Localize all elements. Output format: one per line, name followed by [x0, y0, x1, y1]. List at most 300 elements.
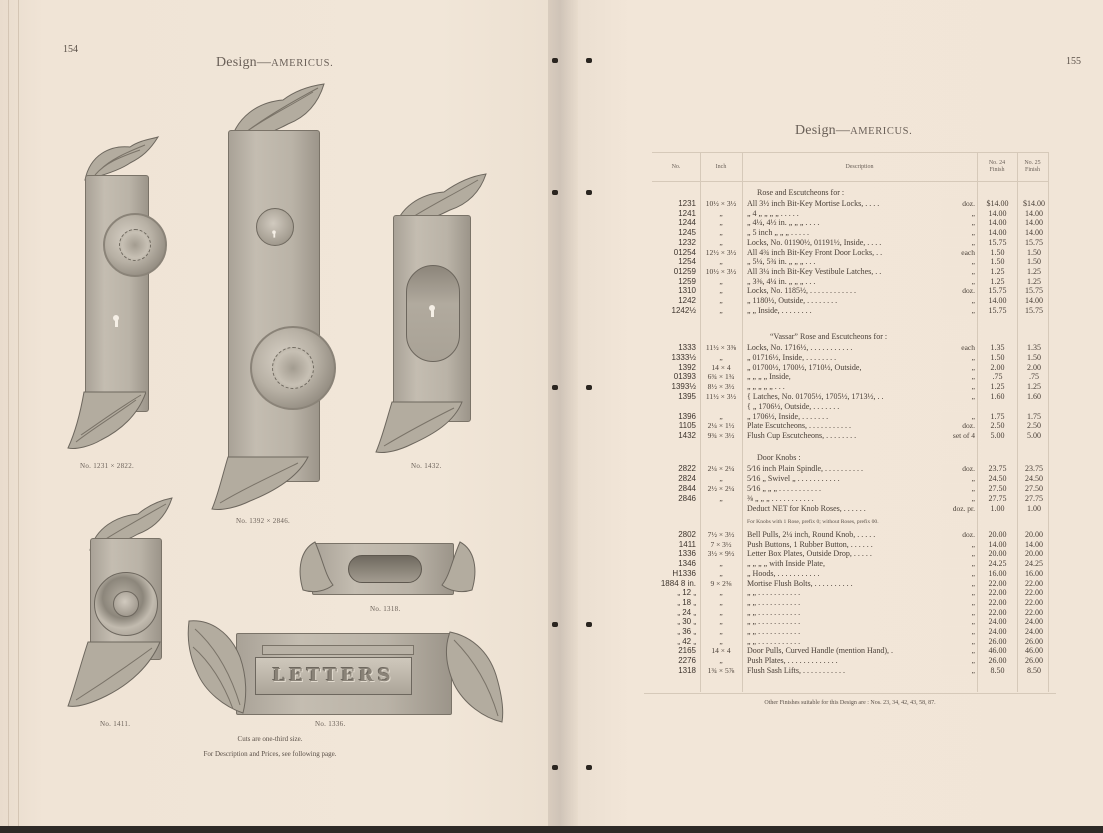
cell-p24: 1.75	[990, 411, 1005, 421]
escutcheon-plate	[85, 175, 149, 412]
page-title-right	[795, 123, 912, 139]
cell-unit: „	[942, 306, 975, 315]
cell-desc: { Latches, No. 01705½, 1705½, 1713½, . .	[747, 392, 884, 401]
header-finish-24	[977, 153, 1017, 181]
header-inch: Inch	[715, 163, 727, 170]
cell-p25: 20.00	[1025, 530, 1043, 539]
table-row	[652, 209, 1048, 218]
caption-1411: No. 1411.	[100, 720, 131, 728]
cell-no: 2822	[678, 464, 696, 473]
cell-p24: 22.00	[988, 597, 1007, 607]
cell-p25: 8.50	[1027, 665, 1041, 675]
keyhole-icon	[113, 315, 119, 327]
cell-p25: 23.75	[1025, 464, 1043, 473]
cell-no: 1244	[678, 218, 696, 228]
page-edge-line	[18, 0, 19, 826]
cell-desc: „ 4 „ „ „ „ . . . . .	[747, 208, 799, 218]
cell-p24: 14.00	[988, 208, 1007, 218]
cell-desc: Flush Cup Escutcheons, . . . . . . . .	[747, 431, 857, 441]
cell-p24: 1.50	[990, 352, 1005, 362]
cell-unit: „	[942, 412, 975, 421]
cell-inch: „	[719, 559, 723, 569]
cell-unit: „	[942, 267, 975, 276]
cell-no: 1392	[678, 362, 696, 372]
cell-desc: „ „ . . . . . . . . . . .	[747, 627, 801, 636]
cell-p24: 1.50	[990, 257, 1005, 267]
table-row	[652, 267, 1048, 276]
cell-inch: 11½ × 3⅜	[705, 343, 737, 352]
cell-inch: 14 × 4	[711, 646, 731, 656]
cell-desc: Push Buttons, 1 Rubber Button, . . . . . .	[747, 539, 873, 549]
cell-p25: 22.00	[1025, 588, 1043, 598]
table-row	[652, 637, 1048, 646]
cell-p25: 26.00	[1025, 636, 1043, 646]
cell-unit: „	[942, 549, 975, 558]
section-heading: Rose and Escutcheons for :	[757, 188, 845, 197]
cell-desc: Push Plates, . . . . . . . . . . . . .	[747, 656, 838, 666]
acanthus-scroll-icon	[295, 540, 335, 596]
cell-desc: „ Hoods, . . . . . . . . . . .	[747, 568, 820, 578]
cell-inch: „	[719, 656, 723, 666]
cell-desc: 5⁄16 „ Swivel „ . . . . . . . . . . .	[747, 474, 840, 483]
acanthus-scroll-icon	[66, 390, 146, 452]
table-row	[652, 402, 1048, 411]
cell-unit: „	[942, 257, 975, 266]
cell-desc: „ „ „ „ Inside,	[747, 372, 791, 382]
cell-p25: 1.60	[1027, 392, 1041, 401]
cell-p25: 1.35	[1027, 343, 1041, 352]
caption-1392: No. 1392 × 2846.	[236, 517, 291, 525]
cell-no: 01254	[673, 247, 696, 257]
table-row	[652, 598, 1048, 607]
cell-inch: „	[719, 305, 723, 315]
cell-p24: 1.25	[990, 382, 1005, 392]
cell-unit: doz.	[942, 421, 975, 430]
page-title-left	[216, 55, 333, 71]
title-name: AMERICUS.	[850, 126, 913, 137]
cell-inch: 2½ × 2¼	[707, 484, 735, 493]
section-heading: “Vassar” Rose and Escutcheons for :	[770, 332, 888, 341]
cell-no: „ 18 „	[677, 597, 696, 607]
cell-p25: 15.75	[1025, 305, 1043, 315]
cell-no: „ 36 „	[677, 627, 696, 636]
caption-1318: No. 1318.	[370, 605, 401, 613]
cell-p25: 24.00	[1025, 617, 1043, 627]
table-row	[652, 412, 1048, 421]
cell-p24: 1.00	[990, 504, 1005, 513]
cell-desc: Locks, No. 1716½, . . . . . . . . . . .	[747, 343, 853, 352]
cell-inch: „	[719, 218, 723, 228]
cell-p24: 24.00	[988, 617, 1007, 627]
push-button-rosette	[94, 572, 158, 636]
cell-inch: 8½ × 3½	[707, 382, 735, 392]
cell-unit: „	[942, 218, 975, 227]
cell-unit: „	[942, 569, 975, 578]
cell-unit: doz.	[942, 464, 975, 473]
acanthus-scroll-icon	[440, 540, 480, 596]
door-knob	[250, 326, 336, 410]
cell-no: 1242	[678, 296, 696, 305]
cell-inch: 7½ × 3½	[707, 530, 735, 539]
cell-no: 1884 8 in.	[660, 578, 696, 588]
cell-no: 1393½	[671, 382, 696, 392]
letters-flap: LETTERS	[255, 657, 412, 695]
cell-unit: doz.	[942, 530, 975, 539]
cell-inch: 9¾ × 3½	[707, 431, 735, 441]
cell-inch: „	[719, 636, 723, 646]
cell-desc: Door Pulls, Curved Handle (mention Hand), .	[747, 646, 893, 656]
cell-p24: 27.75	[988, 494, 1007, 503]
page-number-left: 154	[63, 44, 78, 55]
letter-slot-lip	[262, 645, 414, 655]
title-prefix: Design—	[795, 123, 851, 138]
cell-inch: „	[719, 237, 723, 247]
table-row	[652, 579, 1048, 588]
cell-desc: Letter Box Plates, Outside Drop, . . . . .	[747, 549, 872, 559]
table-row	[652, 549, 1048, 558]
cell-desc: „ 5 inch „ „ „ . . . . .	[747, 228, 809, 238]
cell-p25: 26.00	[1025, 656, 1043, 666]
cell-p25: .75	[1029, 372, 1039, 382]
cell-no: H1336	[672, 568, 696, 578]
cell-p24: 46.00	[988, 646, 1007, 656]
acanthus-scroll-icon	[210, 455, 310, 513]
cell-p25: 27.50	[1025, 484, 1043, 493]
cell-p25: 46.00	[1025, 646, 1043, 656]
cell-desc: „ „ . . . . . . . . . . .	[747, 636, 801, 646]
cell-unit: each	[942, 248, 975, 257]
binding-thread-mark	[552, 765, 558, 770]
cell-inch: „	[719, 627, 723, 636]
caption-1336: No. 1336.	[315, 720, 346, 728]
cell-inch: „	[719, 296, 723, 305]
cell-desc: Flush Sash Lifts, . . . . . . . . . . .	[747, 665, 846, 675]
title-prefix: Design—	[216, 55, 272, 70]
cell-unit: „	[942, 637, 975, 646]
cell-p25: 14.00	[1025, 218, 1043, 228]
table-row	[652, 392, 1048, 401]
cell-p24: 20.00	[988, 530, 1007, 539]
cell-desc: { „ 1706½, Outside, . . . . . . .	[747, 401, 840, 411]
cell-no: „ 30 „	[677, 617, 696, 627]
cell-no: 1395	[678, 392, 696, 401]
cell-desc: „ 1180½, Outside, . . . . . . . .	[747, 296, 838, 305]
cell-unit: „	[942, 238, 975, 247]
cell-p24: 1.25	[990, 266, 1005, 276]
cell-unit: „	[942, 372, 975, 381]
cell-inch: „	[719, 474, 723, 483]
cell-desc: „ „ „ „ „ . . .	[747, 382, 785, 392]
cell-unit: „	[942, 494, 975, 503]
cell-inch: 3½ × 9½	[707, 549, 735, 559]
cell-no: 2846	[678, 494, 696, 503]
table-row	[652, 199, 1048, 208]
binding-thread-mark	[552, 622, 558, 627]
cell-inch: „	[719, 208, 723, 218]
knob-prefix-note: For Knobs with 1 Rose, prefix 0; without Roses, prefix 00.	[747, 519, 879, 525]
cell-unit: „	[942, 474, 975, 483]
cell-inch: 2¼ × 2¼	[707, 464, 735, 473]
cell-p24: 14.00	[988, 218, 1007, 228]
cell-p24: 22.00	[988, 607, 1007, 617]
cell-p24: 2.00	[990, 362, 1005, 372]
cell-no: 1231	[678, 199, 696, 208]
cell-no: 01393	[673, 372, 696, 382]
cell-no: 01259	[673, 266, 696, 276]
cell-p25: 1.25	[1027, 382, 1041, 392]
table-row	[652, 530, 1048, 539]
cell-desc: „ 01716½, Inside, . . . . . . . .	[747, 352, 837, 362]
table-row	[652, 286, 1048, 295]
cell-unit: „	[942, 392, 975, 401]
lock-cylinder	[256, 208, 294, 246]
cell-inch: 6¾ × 1¾	[707, 372, 735, 382]
cell-desc: „ „ „ „ with Inside Plate,	[747, 559, 825, 569]
table-row	[652, 569, 1048, 578]
table-row	[652, 474, 1048, 483]
cell-p24: 1.60	[990, 392, 1005, 401]
table-row	[652, 484, 1048, 493]
cell-unit: „	[942, 579, 975, 588]
acanthus-scroll-icon	[374, 400, 464, 456]
cell-inch: „	[719, 597, 723, 607]
cell-desc: All 4¾ inch Bit-Key Front Door Locks, . .	[747, 247, 883, 257]
cell-p25: 14.00	[1025, 539, 1043, 549]
cell-p24: 16.00	[988, 568, 1007, 578]
cell-p25: 1.25	[1027, 276, 1041, 286]
cell-no: 1310	[678, 286, 696, 296]
cell-p25: 24.25	[1025, 559, 1043, 569]
cell-inch: 7 × 3½	[710, 539, 732, 549]
cell-p24: 8.50	[990, 665, 1005, 675]
table-row	[652, 540, 1048, 549]
table-row	[652, 646, 1048, 655]
keyhole-icon	[429, 305, 435, 317]
cell-p24: 2.50	[990, 421, 1005, 431]
cell-no: 1259	[678, 276, 696, 286]
title-name: AMERICUS.	[271, 58, 334, 69]
cell-p24: 26.00	[988, 656, 1007, 666]
cell-p25: 1.50	[1027, 352, 1041, 362]
binding-thread-mark	[586, 58, 592, 63]
cell-p25: 14.00	[1025, 208, 1043, 218]
cell-p25: 27.75	[1025, 494, 1043, 503]
cell-inch: „	[719, 494, 723, 503]
cell-unit: set of 4	[942, 431, 975, 440]
cell-unit: „	[942, 608, 975, 617]
cell-inch: 10½ × 3½	[705, 266, 737, 276]
cell-p25: 1.50	[1027, 257, 1041, 267]
cell-no: 1432	[678, 431, 696, 441]
cell-inch: 10½ × 3½	[705, 199, 737, 208]
table-row	[652, 353, 1048, 362]
cell-p24: 26.00	[988, 636, 1007, 646]
cell-unit: „	[942, 484, 975, 493]
cell-inch: 12½ × 3½	[705, 247, 737, 257]
cell-inch: „	[719, 257, 723, 267]
cell-p24: 22.00	[988, 578, 1007, 588]
cell-inch: „	[719, 607, 723, 617]
binding-thread-mark	[586, 622, 592, 627]
cell-p24: 27.50	[988, 484, 1007, 493]
cell-unit: each	[942, 343, 975, 352]
cell-p25: 20.00	[1025, 549, 1043, 559]
table-row	[652, 382, 1048, 391]
cell-p24: 23.75	[988, 464, 1007, 473]
cell-inch: 1¾ × 5⅞	[707, 665, 735, 675]
table-row	[652, 588, 1048, 597]
cell-inch: 11½ × 3½	[705, 392, 737, 401]
cell-desc: Mortise Flush Bolts, . . . . . . . . . .	[747, 578, 853, 588]
cell-no: „ 42 „	[677, 636, 696, 646]
acanthus-scroll-icon	[440, 630, 506, 724]
binding-thread-mark	[552, 58, 558, 63]
cell-inch: „	[719, 352, 723, 362]
cell-no: 2844	[678, 484, 696, 493]
cell-desc: 5⁄16 inch Plain Spindle, . . . . . . . . . .	[747, 464, 863, 473]
cell-desc: „ 1706½, Inside, . . . . . . .	[747, 411, 829, 421]
table-row	[652, 248, 1048, 257]
cell-inch: „	[719, 286, 723, 296]
table-row	[652, 559, 1048, 568]
cell-no: 1241	[678, 208, 696, 218]
binding-thread-mark	[552, 385, 558, 390]
cell-unit: doz.	[942, 199, 975, 208]
cell-p24: $14.00	[986, 199, 1009, 208]
table-row	[652, 277, 1048, 286]
cell-p24: 15.75	[988, 305, 1007, 315]
cell-p24: 24.00	[988, 627, 1007, 636]
cell-inch: „	[719, 568, 723, 578]
cell-desc: Locks, No. 01190½, 01191½, Inside, . . . .	[747, 237, 882, 247]
cell-unit: „	[942, 353, 975, 362]
book-gutter	[548, 0, 578, 826]
cell-p25: 1.50	[1027, 247, 1041, 257]
binding-thread-mark	[586, 190, 592, 195]
cell-p25: 1.25	[1027, 266, 1041, 276]
cell-unit: „	[942, 559, 975, 568]
table-row	[652, 494, 1048, 503]
cell-p25: 16.00	[1025, 568, 1043, 578]
cell-desc: Locks, No. 1185½, . . . . . . . . . . . .	[747, 286, 857, 296]
cell-desc: „ „ Inside, . . . . . . . .	[747, 305, 812, 315]
cell-p25: 5.00	[1027, 431, 1041, 441]
header-finish-24-label: Finish	[989, 167, 1005, 173]
cell-desc: „ „ . . . . . . . . . . .	[747, 607, 801, 617]
table-row	[652, 421, 1048, 430]
cell-desc: Bell Pulls, 2¼ inch, Round Knob, . . . . .	[747, 530, 876, 539]
cell-p24: .75	[992, 372, 1003, 382]
table-row	[652, 627, 1048, 636]
cell-inch: „	[719, 617, 723, 627]
cell-p25: 22.00	[1025, 607, 1043, 617]
cell-p25: 1.75	[1027, 411, 1041, 421]
cell-no: 2276	[678, 656, 696, 666]
cell-no: 1333	[678, 343, 696, 352]
table-row	[652, 617, 1048, 626]
cell-unit: „	[942, 588, 975, 597]
cell-unit: „	[942, 228, 975, 237]
cell-p24: 5.00	[990, 431, 1005, 441]
cell-desc: 5⁄16 „ „ „ . . . . . . . . . . .	[747, 484, 821, 493]
cell-unit: „	[942, 627, 975, 636]
cell-no: „ 12 „	[677, 588, 696, 598]
cell-desc: All 3¼ inch Bit-Key Vestibule Latches, . .	[747, 266, 882, 276]
table-row	[652, 666, 1048, 675]
cell-unit: „	[942, 209, 975, 218]
cell-p24: 15.75	[988, 286, 1007, 296]
cell-no: 1333½	[671, 352, 696, 362]
door-knob	[103, 213, 167, 277]
cell-unit: „	[942, 646, 975, 655]
cell-p25: 24.50	[1025, 474, 1043, 483]
acanthus-scroll-icon	[185, 617, 251, 715]
table-row	[652, 608, 1048, 617]
description-reference-note: For Description and Prices, see following page.	[203, 750, 337, 758]
other-finishes-note: Other Finishes suitable for this Design are : Nos. 23, 34, 42, 43, 58, 87.	[764, 700, 936, 706]
cell-unit: doz. pr.	[942, 504, 975, 513]
cell-no: 1318	[678, 665, 696, 675]
cell-desc: All 3½ inch Bit-Key Mortise Locks, . . . .	[747, 199, 880, 208]
cell-unit: „	[942, 540, 975, 549]
table-row	[652, 504, 1048, 513]
cell-p24: 14.00	[988, 296, 1007, 305]
cell-inch: „	[719, 228, 723, 238]
cell-unit: „	[942, 598, 975, 607]
cell-p25: 14.00	[1025, 296, 1043, 305]
cell-desc: Deduct NET for Knob Roses, . . . . . .	[747, 504, 866, 513]
page-number-right: 155	[1066, 56, 1081, 67]
cell-p25: $14.00	[1023, 199, 1045, 208]
keyhole-icon	[272, 230, 276, 237]
cell-p24: 14.00	[988, 228, 1007, 238]
cell-p24: 1.35	[990, 343, 1005, 352]
cell-desc: „ „ . . . . . . . . . . .	[747, 617, 801, 627]
cell-unit: „	[942, 296, 975, 305]
cell-desc: „ 4¼, 4½ in. „ „ „ . . . .	[747, 218, 820, 228]
cell-inch: „	[719, 411, 723, 421]
table-bottom-rule	[644, 693, 1056, 694]
table-row	[652, 296, 1048, 305]
cell-desc: „ 3⅜, 4¼ in. „ „ „ . . .	[747, 276, 816, 286]
table-row	[652, 306, 1048, 315]
cell-no: 1242½	[671, 305, 696, 315]
binding-thread-mark	[552, 190, 558, 195]
cell-p25: 14.00	[1025, 228, 1043, 238]
cell-p25: 2.00	[1027, 362, 1041, 372]
cell-inch: „	[719, 276, 723, 286]
cell-p24: 24.50	[988, 474, 1007, 483]
binding-thread-mark	[586, 765, 592, 770]
cell-no: 2824	[678, 474, 696, 483]
table-row	[652, 372, 1048, 381]
table-row	[652, 228, 1048, 237]
cell-p25: 1.00	[1027, 504, 1041, 513]
table-row	[652, 343, 1048, 352]
table-row	[652, 218, 1048, 227]
cell-unit: „	[942, 617, 975, 626]
book-bottom-edge	[0, 826, 1103, 833]
cell-inch: 14 × 4	[711, 362, 731, 372]
cell-unit: doz.	[942, 286, 975, 295]
cell-no: 2802	[678, 530, 696, 539]
cell-p24: 22.00	[988, 588, 1007, 598]
cell-unit: „	[942, 656, 975, 665]
cell-unit: „	[942, 277, 975, 286]
acanthus-scroll-icon	[66, 640, 162, 710]
header-description: Description	[845, 163, 874, 170]
cell-inch: 9 × 2⅜	[710, 578, 732, 588]
